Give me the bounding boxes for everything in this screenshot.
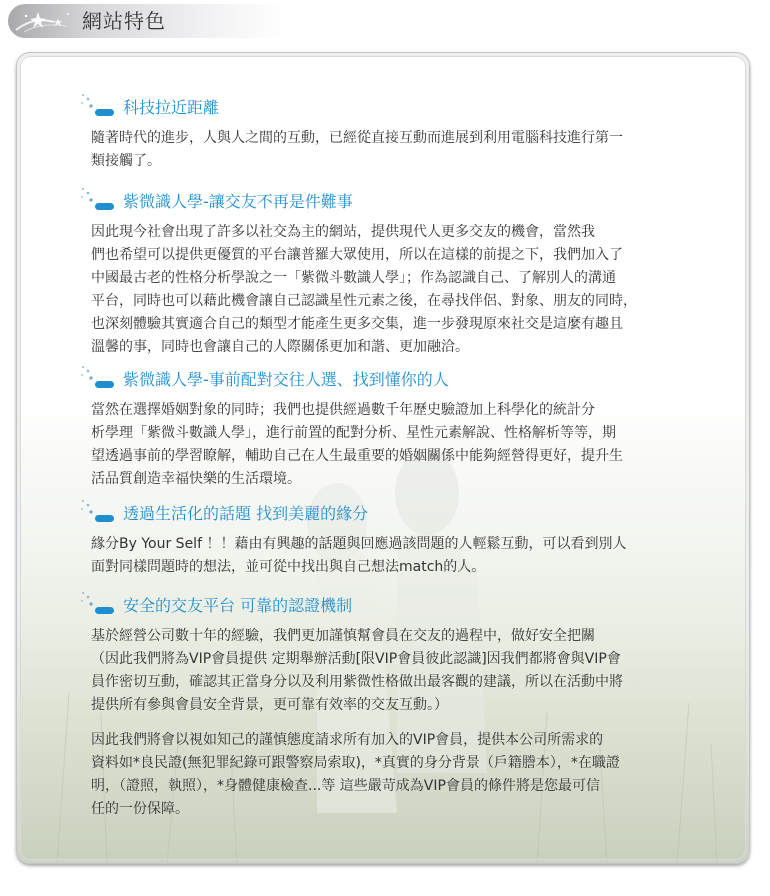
body-line: 析學理「紫微斗數識人學」，進行前置的配對分析、星性元素解說、性格解析等等，期 bbox=[91, 425, 616, 441]
body-line: 基於經營公司數十年的經驗，我們更加謹慎幫會員在交友的過程中，做好安全把關 bbox=[91, 628, 595, 644]
section-title: 科技拉近距離 bbox=[123, 98, 220, 117]
closing-paragraph bbox=[87, 729, 687, 821]
section-body bbox=[91, 127, 687, 173]
body-line: 因此現今社會出現了許多以社交為主的網站，提供現代人更多交友的機會，當然我 bbox=[91, 224, 595, 240]
section-body bbox=[91, 399, 687, 491]
feature-section-2 bbox=[87, 191, 687, 359]
page-title: 網站特色 bbox=[82, 9, 166, 33]
section-heading bbox=[87, 503, 687, 529]
section-heading bbox=[87, 369, 687, 395]
body-line: 任的一份保障。 bbox=[91, 801, 189, 817]
body-line: 資料如*良民證(無犯罪紀錄可跟警察局索取)，*真實的身分背景（戶籍謄本），*在職證 bbox=[91, 755, 620, 771]
section-title: 紫微識人學-讓交友不再是件難事 bbox=[123, 192, 353, 211]
section-body bbox=[91, 533, 687, 579]
body-line: 活品質創造幸福快樂的生活環境。 bbox=[91, 471, 301, 487]
section-header-tab bbox=[8, 4, 286, 38]
bullet-sparkle-icon bbox=[79, 187, 119, 217]
content-panel bbox=[16, 52, 750, 864]
body-line: 隨著時代的進步，人與人之間的互動，已經從直接互動而進展到利用電腦科技進行第一 bbox=[91, 130, 623, 146]
section-heading bbox=[87, 97, 687, 123]
body-line: 明，（證照，執照），*身體健康檢查...等 這些嚴苛成為VIP會員的條件將是您最可信 bbox=[91, 778, 600, 794]
feature-section-3 bbox=[87, 369, 687, 491]
body-line: 平台，同時也可以藉此機會讓自己認識星性元素之後，在尋找伴侶、對象、朋友的同時， bbox=[91, 293, 637, 309]
body-line: 緣分By Your Self ！！藉由有興趣的話題與回應過該問題的人輕鬆互動，可以看到別人 bbox=[91, 536, 627, 552]
feature-section-1 bbox=[87, 97, 687, 173]
closing-body bbox=[91, 729, 687, 821]
bullet-sparkle-icon bbox=[79, 365, 119, 395]
body-line: 面對同樣問題時的想法，並可從中找出與自己想法match的人。 bbox=[91, 559, 486, 575]
bullet-sparkle-icon bbox=[79, 591, 119, 621]
section-heading bbox=[87, 595, 687, 621]
section-title: 紫微識人學-事前配對交往人選、找到懂你的人 bbox=[123, 370, 449, 389]
body-line: 們也希望可以提供更優質的平台讓普羅大眾使用，所以在這樣的前提之下，我們加入了 bbox=[91, 247, 623, 263]
feature-section-4 bbox=[87, 503, 687, 579]
sparkle-icon bbox=[14, 8, 74, 34]
body-line: 類接觸了。 bbox=[91, 153, 161, 169]
body-line: 因此我們將會以視如知己的謹慎態度請求所有加入的VIP會員，提供本公司所需求的 bbox=[91, 732, 604, 748]
body-line: （因此我們將為VIP會員提供 定期舉辦活動[限VIP會員彼此認識]因我們都將會與VIP會 bbox=[91, 651, 621, 667]
body-line: 提供所有參與會員安全背景，更可靠有效率的交友互動。） bbox=[91, 697, 448, 713]
feature-section-5 bbox=[87, 595, 687, 717]
bullet-sparkle-icon bbox=[79, 93, 119, 123]
section-title: 安全的交友平台 可靠的認證機制 bbox=[123, 596, 353, 615]
section-title: 透過生活化的話題 找到美麗的緣分 bbox=[123, 504, 369, 523]
body-line: 望透過事前的學習瞭解，輔助自己在人生最重要的婚姻關係中能夠經營得更好，提升生 bbox=[91, 448, 623, 464]
body-line: 員作密切互動，確認其正當身分以及利用紫微性格做出最客觀的建議，所以在活動中將 bbox=[91, 674, 623, 690]
section-body bbox=[91, 221, 687, 359]
section-body bbox=[91, 625, 687, 717]
body-line: 溫馨的事，同時也會讓自己的人際關係更加和諧、更加融洽。 bbox=[91, 339, 469, 355]
section-heading bbox=[87, 191, 687, 217]
body-line: 當然在選擇婚姻對象的同時；我們也提供經過數千年歷史驗證加上科學化的統計分 bbox=[91, 402, 595, 418]
bullet-sparkle-icon bbox=[79, 499, 119, 529]
body-line: 也深刻體驗其實適合自己的類型才能產生更多交集，進一步發現原來社交是這麼有趣且 bbox=[91, 316, 623, 332]
body-line: 中國最古老的性格分析學說之一「紫微斗數識人學」；作為認識自己、了解別人的溝通 bbox=[91, 270, 616, 286]
